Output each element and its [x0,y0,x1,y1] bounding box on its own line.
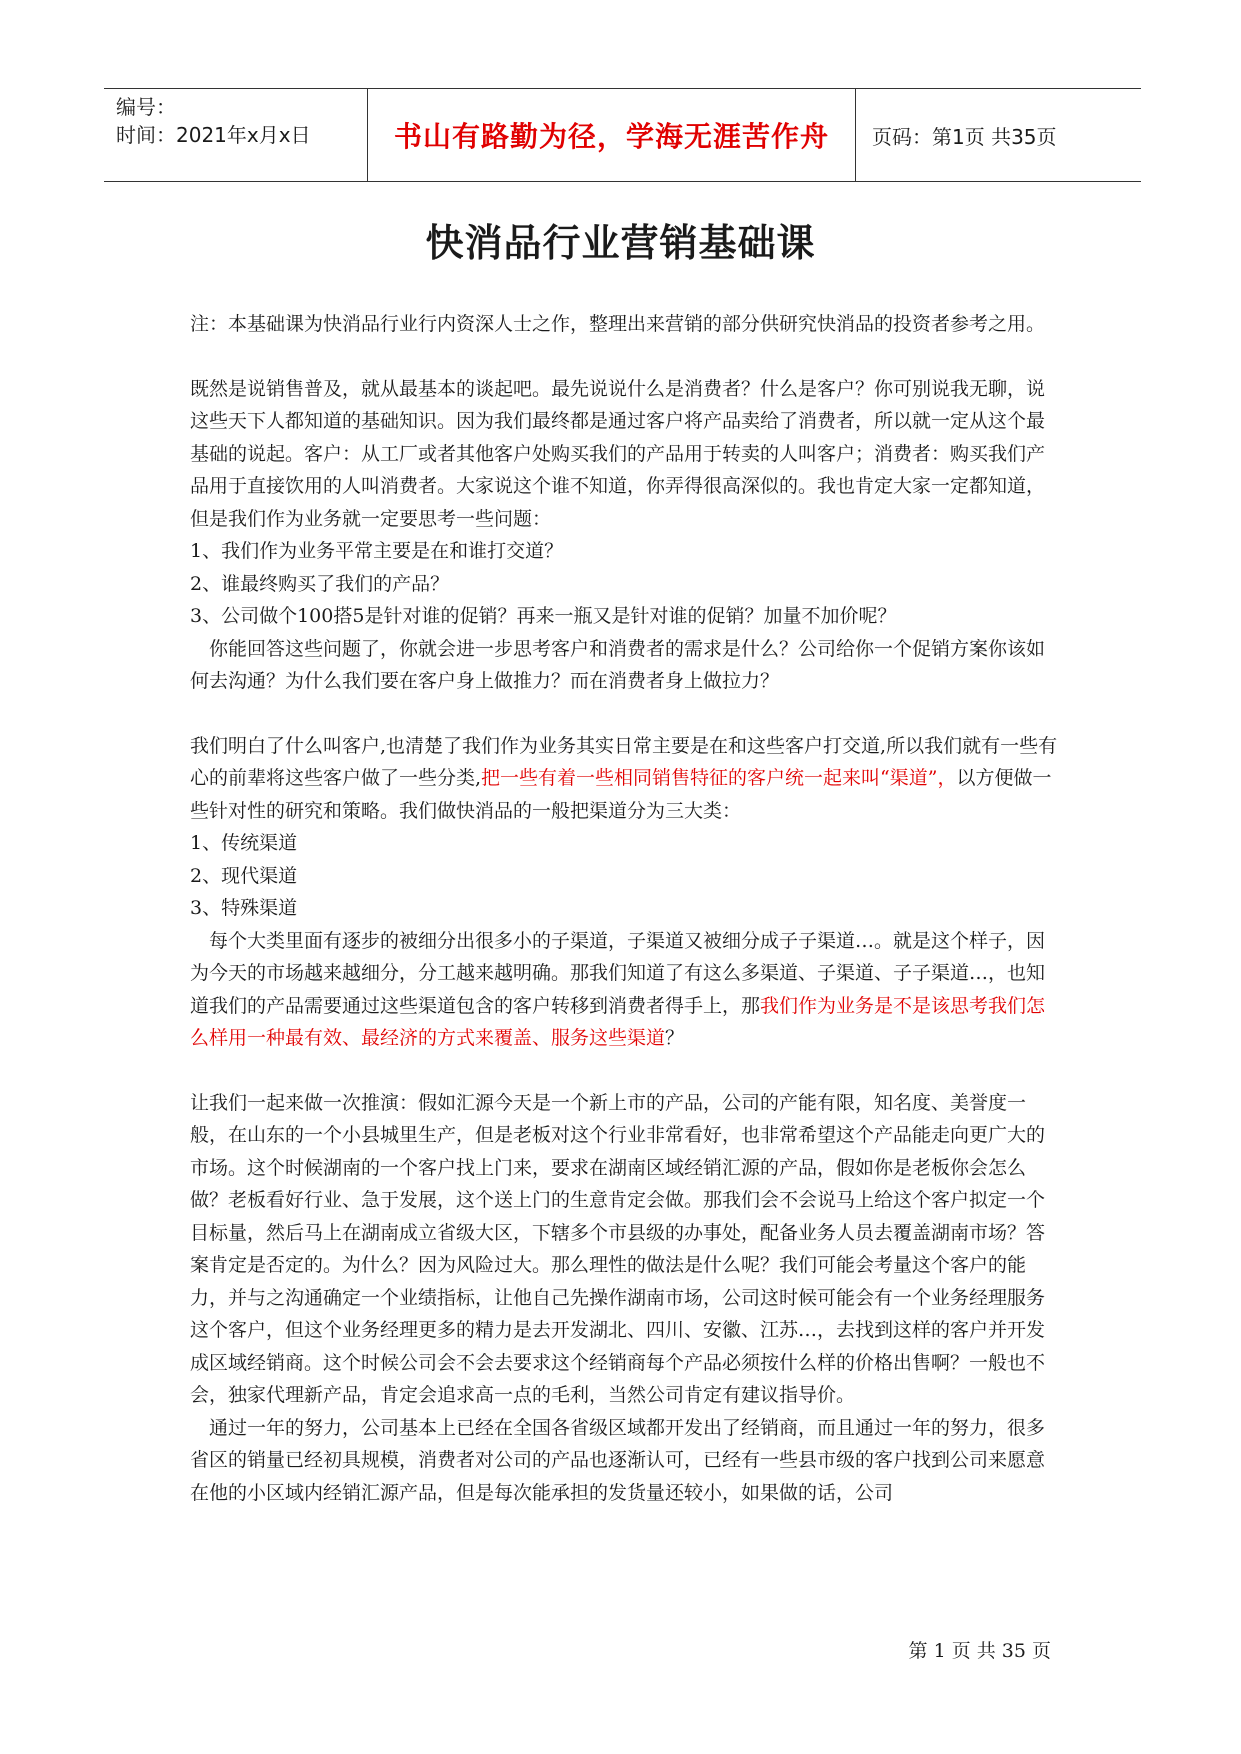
paragraph-gap [190,698,1060,730]
header-left-cell [104,89,368,181]
channels-text-b: 以方便做一些针对性的研究和策略。我们做快消品的一般把渠道分为三大类： [190,767,1052,822]
channels-text-a: 我们明白了什么叫客户,也清楚了我们作为业务其实日常主要是在和这些客户打交道,所以我们就有一些有心的前辈将这些客户做了一些分类, [190,734,1058,789]
paragraph-consumer-customer: 既然是说销售普及，就从最基本的谈起吧。最先说说什么是消费者？什么是客户？你可别说我无聊，说这些天下人都知道的基础知识。因为我们最终都是通过客户将产品卖给了消费者，所以就一定从这个最基础的说起。客户：从工厂或者其他客户处购买我们的产品用于转卖的人叫客户；消费者：购买我们产品用于直接饮用的人叫消费者。大家说这个谁不知道，你弄得很高深似的。我也肯定大家一定都知道，但是我们作为业务就一定要思考一些问题： [190,377,1046,530]
page-footer: 第 1 页 共 35 页 [908,1640,1051,1662]
paragraph-channels [190,730,1060,828]
header-motto: 书山有路勤为径，学海无涯苦作舟 [393,120,829,153]
header-motto-cell [368,89,856,181]
paragraph-one-year-later: 通过一年的努力，公司基本上已经在全国各省级区域都开发出了经销商，而且通过一年的努力，很多省区的销量已经初具规模，消费者对公司的产品也逐渐认可，已经有一些县市级的客户找到公司来愿意在他的小区域内经销汇源产品，但是每次能承担的发货量还较小，如果做的话，公司 [190,1416,1046,1504]
sub-channels-highlight: 我们作为业务是不是该思考我们怎么样用一种最有效、最经济的方式来覆盖、服务这些渠道 [190,994,1046,1049]
document-body [190,308,1060,1509]
header-page-label: 页码：第1页 共35页 [872,124,1057,149]
channel-item-1: 1、传统渠道 [190,832,298,854]
channels-highlight: 把一些有着一些相同销售特征的客户统一起来叫“渠道”， [481,767,957,789]
channel-item-3: 3、特殊渠道 [190,897,298,919]
document-time-label: 时间：2021年x月x日 [116,123,311,147]
sub-channels-text-a: 每个大类里面有逐步的被细分出很多小的子渠道，子渠道又被细分成子子渠道…。就是这个样子，因为今天的市场越来越细分，分工越来越明确。那我们知道了有这么多渠道、子渠道、子子渠道…，也知道我们的产品需要通过这些渠道包含的客户转移到消费者得手上，那 [190,929,1046,1017]
note-paragraph: 注：本基础课为快消品行业行内资深人士之作，整理出来营销的部分供研究快消品的投资者参考之用。 [190,313,1046,335]
sub-channels-text-b: ？ [665,1027,685,1049]
document-header [104,88,1141,182]
paragraph-sub-channels [190,925,1060,1055]
paragraph-gap [190,1055,1060,1087]
channel-item-2: 2、现代渠道 [190,864,298,887]
paragraph-gap [190,341,1060,373]
question-item-1: 1、我们作为业务平常主要是在和谁打交道？ [190,540,564,562]
question-item-2: 2、谁最终购买了我们的产品？ [190,572,450,595]
document-number-label: 编号： [116,95,176,119]
paragraph-push-pull: 你能回答这些问题了，你就会进一步思考客户和消费者的需求是什么？公司给你一个促销方案你该如何去沟通？为什么我们要在客户身上做推力？而在消费者身上做拉力？ [190,637,1046,692]
header-page-cell [856,89,1141,181]
document-title: 快消品行业营销基础课 [425,221,816,265]
question-item-3: 3、公司做个100搭5是针对谁的促销？再来一瓶又是针对谁的促销？加量不加价呢？ [190,605,897,627]
paragraph-deduction: 让我们一起来做一次推演：假如汇源今天是一个新上市的产品，公司的产能有限，知名度、美誉度一般，在山东的一个小县城里生产，但是老板对这个行业非常看好，也非常希望这个产品能走向更广大的市场。这个时候湖南的一个客户找上门来，要求在湖南区域经销汇源的产品，假如你是老板你会怎么做？老板看好行业、急于发展，这个送上门的生意肯定会做。那我们会不会说马上给这个客户拟定一个目标量，然后马上在湖南成立省级大区，下辖多个市县级的办事处，配备业务人员去覆盖湖南市场？答案肯定是否定的。为什么？因为风险过大。那么理性的做法是什么呢？我们可能会考量这个客户的能力，并与之沟通确定一个业绩指标，让他自己先操作湖南市场，公司这时候可能会有一个业务经理服务这个客户，但这个业务经理更多的精力是去开发湖北、四川、安徽、江苏…，去找到这样的客户并开发成区域经销商。这个时候公司会不会去要求这个经销商每个产品必须按什么样的价格出售啊？一般也不会，独家代理新产品，肯定会追求高一点的毛利，当然公司肯定有建议指导价。 [190,1091,1046,1406]
